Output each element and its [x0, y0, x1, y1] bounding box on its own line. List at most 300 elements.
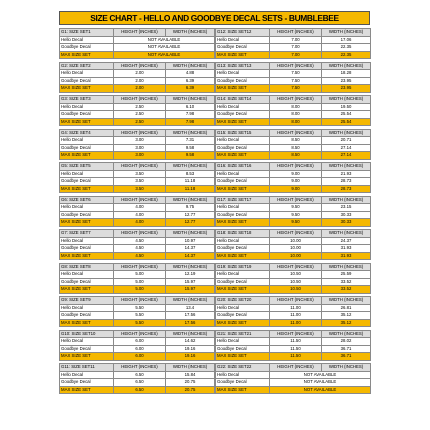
row-label: MAX SIZE SET	[216, 85, 270, 93]
row-label: Goodbye Decal	[60, 44, 114, 52]
width-value: 25.54	[322, 111, 371, 119]
row-label: Hello Decal	[216, 103, 270, 111]
width-column-header: WIDTH (INCHES)	[322, 29, 371, 37]
max-size-row	[216, 386, 371, 394]
height-column-header: HEIGHT (INCHES)	[114, 62, 166, 70]
row-label: Goodbye Decal	[216, 345, 270, 353]
width-column-header: WIDTH (INCHES)	[322, 96, 371, 104]
height-column-header: HEIGHT (INCHES)	[114, 29, 166, 37]
height-column-header: HEIGHT (INCHES)	[114, 263, 166, 271]
row-label: Goodbye Decal	[216, 111, 270, 119]
max-size-row	[60, 85, 215, 93]
size-set-label: G21: SIZE SET21	[216, 330, 270, 338]
row-label: Hello Decal	[60, 36, 114, 44]
size-set-label: G14: SIZE SET14	[216, 96, 270, 104]
width-value: 6.39	[166, 85, 215, 93]
height-value: 5.50	[114, 304, 166, 312]
max-size-row	[60, 219, 215, 227]
hello-decal-row	[216, 371, 371, 379]
width-value: 14.37	[166, 252, 215, 260]
size-set-label: G9: SIZE SET9	[60, 297, 114, 305]
height-value: 5.00	[114, 278, 166, 286]
hello-decal-row	[216, 170, 371, 178]
row-label: MAX SIZE SET	[216, 118, 270, 126]
row-label: MAX SIZE SET	[60, 319, 114, 327]
row-label: Hello Decal	[216, 70, 270, 78]
height-value: 7.50	[270, 70, 322, 78]
height-value: 2.50	[114, 103, 166, 111]
max-size-row	[216, 118, 371, 126]
size-set-table	[215, 129, 371, 160]
size-set-header-row	[216, 230, 371, 238]
width-value: 11.18	[166, 178, 215, 186]
row-label: Goodbye Decal	[216, 379, 270, 387]
height-value: 11.50	[270, 345, 322, 353]
size-set-label: G13: SIZE SET13	[216, 62, 270, 70]
width-column-header: WIDTH (INCHES)	[166, 163, 215, 171]
size-set-table	[215, 95, 371, 126]
hello-decal-row	[60, 70, 215, 78]
max-size-row	[216, 85, 371, 93]
width-value: 7.98	[166, 118, 215, 126]
row-label: Goodbye Decal	[60, 144, 114, 152]
width-value: 4.88	[166, 70, 215, 78]
height-value: 11.50	[270, 338, 322, 346]
row-label: MAX SIZE SET	[60, 152, 114, 160]
size-set-label: G4: SIZE SET4	[60, 129, 114, 137]
hello-decal-row	[60, 137, 215, 145]
row-label: MAX SIZE SET	[60, 118, 114, 126]
width-column-header: WIDTH (INCHES)	[166, 297, 215, 305]
hello-decal-row	[60, 170, 215, 178]
row-label: MAX SIZE SET	[216, 286, 270, 294]
max-size-row	[216, 353, 371, 361]
height-column-header: HEIGHT (INCHES)	[270, 364, 322, 372]
height-value: 3.00	[114, 152, 166, 160]
size-set-label: G15: SIZE SET15	[216, 129, 270, 137]
row-label: Hello Decal	[216, 170, 270, 178]
row-label: MAX SIZE SET	[60, 386, 114, 394]
height-value: 5.50	[114, 312, 166, 320]
width-column-header: WIDTH (INCHES)	[322, 364, 371, 372]
size-set-label: G16: SIZE SET16	[216, 163, 270, 171]
hello-decal-row	[60, 103, 215, 111]
size-set-header-row	[60, 96, 215, 104]
width-value: 15.97	[166, 278, 215, 286]
row-label: Goodbye Decal	[60, 278, 114, 286]
row-label: Hello Decal	[60, 271, 114, 279]
row-label: MAX SIZE SET	[60, 185, 114, 193]
height-value: 8.00	[270, 118, 322, 126]
height-column-header: HEIGHT (INCHES)	[270, 196, 322, 204]
width-value: 20.71	[322, 137, 371, 145]
hello-decal-row	[60, 36, 215, 44]
row-label: MAX SIZE SET	[216, 51, 270, 59]
width-value: 12.77	[166, 211, 215, 219]
width-value: 26.81	[322, 304, 371, 312]
size-set-label: G5: SIZE SET5	[60, 163, 114, 171]
size-set-header-row	[60, 364, 215, 372]
max-size-row	[60, 152, 215, 160]
goodbye-decal-row	[60, 111, 215, 119]
row-label: Hello Decal	[216, 304, 270, 312]
width-value: 35.12	[322, 312, 371, 320]
hello-decal-row	[216, 204, 371, 212]
row-label: Goodbye Decal	[60, 111, 114, 119]
height-value: 6.50	[114, 379, 166, 387]
row-label: MAX SIZE SET	[60, 219, 114, 227]
size-set-header-row	[216, 62, 371, 70]
height-value: 6.00	[114, 345, 166, 353]
height-value: 8.50	[270, 144, 322, 152]
height-column-header: HEIGHT (INCHES)	[270, 330, 322, 338]
row-label: Goodbye Decal	[216, 211, 270, 219]
width-column-header: WIDTH (INCHES)	[322, 297, 371, 305]
goodbye-decal-row	[60, 211, 215, 219]
width-value: 19.16	[166, 353, 215, 361]
size-set-table	[215, 296, 371, 327]
goodbye-decal-row	[216, 111, 371, 119]
goodbye-decal-row	[216, 278, 371, 286]
width-value: 25.54	[322, 118, 371, 126]
height-value: 2.50	[114, 118, 166, 126]
size-set-header-row	[216, 330, 371, 338]
hello-decal-row	[60, 338, 215, 346]
size-set-label: G3: SIZE SET3	[60, 96, 114, 104]
not-available-value: NOT AVAILABLE	[270, 371, 371, 379]
goodbye-decal-row	[60, 278, 215, 286]
size-set-header-row	[216, 29, 371, 37]
width-column-header: WIDTH (INCHES)	[166, 196, 215, 204]
size-set-table	[215, 263, 371, 294]
size-set-table	[59, 162, 215, 193]
height-value: 10.00	[270, 252, 322, 260]
height-value: 11.00	[270, 312, 322, 320]
size-set-header-row	[216, 263, 371, 271]
height-value: 5.50	[114, 319, 166, 327]
width-column-header: WIDTH (INCHES)	[166, 330, 215, 338]
height-value: 4.00	[114, 211, 166, 219]
width-value: 12.19	[166, 271, 215, 279]
height-value: 3.00	[114, 144, 166, 152]
width-column-header: WIDTH (INCHES)	[322, 129, 371, 137]
height-column-header: HEIGHT (INCHES)	[114, 129, 166, 137]
width-value: 25.59	[322, 271, 371, 279]
max-size-row	[216, 319, 371, 327]
row-label: Hello Decal	[216, 271, 270, 279]
size-set-header-row	[60, 230, 215, 238]
row-label: MAX SIZE SET	[216, 319, 270, 327]
row-label: MAX SIZE SET	[216, 353, 270, 361]
goodbye-decal-row	[216, 379, 371, 387]
row-label: Goodbye Decal	[60, 345, 114, 353]
height-column-header: HEIGHT (INCHES)	[270, 297, 322, 305]
max-size-row	[60, 185, 215, 193]
row-label: Goodbye Decal	[216, 278, 270, 286]
size-set-header-row	[60, 196, 215, 204]
width-value: 30.33	[322, 219, 371, 227]
height-column-header: HEIGHT (INCHES)	[114, 163, 166, 171]
height-value: 4.50	[114, 245, 166, 253]
height-value: 4.50	[114, 237, 166, 245]
size-set-table	[59, 28, 215, 59]
width-value: 23.15	[322, 204, 371, 212]
size-set-header-row	[60, 297, 215, 305]
row-label: Hello Decal	[60, 137, 114, 145]
width-value: 9.58	[166, 152, 215, 160]
row-label: Hello Decal	[60, 204, 114, 212]
size-set-table	[59, 263, 215, 294]
height-value: 7.00	[270, 36, 322, 44]
height-column-header: HEIGHT (INCHES)	[114, 297, 166, 305]
width-value: 17.06	[322, 36, 371, 44]
hello-decal-row	[216, 237, 371, 245]
size-set-table	[59, 229, 215, 260]
width-value: 31.93	[322, 252, 371, 260]
width-value: 20.75	[166, 379, 215, 387]
hello-decal-row	[216, 338, 371, 346]
width-value: 17.56	[166, 319, 215, 327]
size-set-label: G8: SIZE SET8	[60, 263, 114, 271]
goodbye-decal-row	[60, 44, 215, 52]
height-value: 9.50	[270, 204, 322, 212]
row-label: MAX SIZE SET	[216, 219, 270, 227]
width-value: 36.71	[322, 345, 371, 353]
max-size-row	[60, 252, 215, 260]
width-column-header: WIDTH (INCHES)	[322, 263, 371, 271]
height-value: 3.50	[114, 170, 166, 178]
height-value: 6.50	[114, 386, 166, 394]
max-size-row	[216, 219, 371, 227]
size-set-label: G10: SIZE SET10	[60, 330, 114, 338]
goodbye-decal-row	[60, 144, 215, 152]
width-value: 36.71	[322, 353, 371, 361]
height-value: 9.50	[270, 219, 322, 227]
height-value: 9.00	[270, 178, 322, 186]
height-value: 2.50	[114, 111, 166, 119]
width-value: 14.37	[166, 245, 215, 253]
width-value: 6.10	[166, 103, 215, 111]
width-value: 17.56	[166, 312, 215, 320]
row-label: Hello Decal	[216, 338, 270, 346]
height-value: 4.00	[114, 219, 166, 227]
width-value: 27.14	[322, 144, 371, 152]
width-value: 22.35	[322, 51, 371, 59]
goodbye-decal-row	[60, 178, 215, 186]
width-column-header: WIDTH (INCHES)	[166, 263, 215, 271]
width-value: 13.4	[166, 304, 215, 312]
not-available-value: NOT AVAILABLE	[114, 44, 215, 52]
height-column-header: HEIGHT (INCHES)	[270, 263, 322, 271]
width-value: 15.84	[166, 371, 215, 379]
width-value: 22.35	[322, 44, 371, 52]
size-set-label: G22: SIZE SET22	[216, 364, 270, 372]
row-label: Hello Decal	[60, 70, 114, 78]
hello-decal-row	[60, 237, 215, 245]
goodbye-decal-row	[60, 77, 215, 85]
hello-decal-row	[216, 36, 371, 44]
width-column-header: WIDTH (INCHES)	[322, 196, 371, 204]
width-value: 8.53	[166, 170, 215, 178]
height-value: 6.50	[114, 371, 166, 379]
width-value: 27.14	[322, 152, 371, 160]
hello-decal-row	[60, 304, 215, 312]
hello-decal-row	[60, 371, 215, 379]
width-value: 28.02	[322, 338, 371, 346]
max-size-row	[60, 286, 215, 294]
height-value: 2.00	[114, 85, 166, 93]
size-set-label: G12: SIZE SET12	[216, 29, 270, 37]
height-value: 10.50	[270, 271, 322, 279]
max-size-row	[60, 386, 215, 394]
height-value: 8.00	[270, 111, 322, 119]
not-available-value: NOT AVAILABLE	[114, 36, 215, 44]
size-set-header-row	[60, 330, 215, 338]
width-column-header: WIDTH (INCHES)	[322, 230, 371, 238]
height-column-header: HEIGHT (INCHES)	[114, 196, 166, 204]
goodbye-decal-row	[216, 211, 371, 219]
width-column-header: WIDTH (INCHES)	[322, 62, 371, 70]
max-size-row	[60, 118, 215, 126]
row-label: Goodbye Decal	[60, 245, 114, 253]
row-label: MAX SIZE SET	[60, 286, 114, 294]
hello-decal-row	[216, 304, 371, 312]
width-value: 33.52	[322, 278, 371, 286]
max-size-row	[216, 185, 371, 193]
size-set-header-row	[216, 364, 371, 372]
row-label: Goodbye Decal	[216, 178, 270, 186]
width-value: 18.28	[322, 70, 371, 78]
row-label: Goodbye Decal	[60, 77, 114, 85]
width-column-header: WIDTH (INCHES)	[166, 230, 215, 238]
width-value: 9.75	[166, 204, 215, 212]
height-value: 10.00	[270, 245, 322, 253]
width-column-header: WIDTH (INCHES)	[166, 129, 215, 137]
row-label: Goodbye Decal	[216, 77, 270, 85]
height-value: 8.50	[270, 152, 322, 160]
size-set-table	[59, 196, 215, 227]
height-value: 11.00	[270, 319, 322, 327]
size-set-header-row	[216, 96, 371, 104]
max-size-row	[60, 353, 215, 361]
size-set-table	[215, 28, 371, 59]
width-value: 21.93	[322, 170, 371, 178]
width-value: 33.52	[322, 286, 371, 294]
row-label: Goodbye Decal	[216, 245, 270, 253]
height-value: 9.50	[270, 211, 322, 219]
row-label: MAX SIZE SET	[60, 51, 114, 59]
size-set-label: G18: SIZE SET18	[216, 230, 270, 238]
height-value: 8.00	[270, 103, 322, 111]
size-set-label: G11: SIZE SET11	[60, 364, 114, 372]
row-label: Hello Decal	[60, 371, 114, 379]
size-set-header-row	[60, 163, 215, 171]
size-set-table	[215, 330, 371, 361]
max-size-row	[216, 286, 371, 294]
size-set-header-row	[60, 62, 215, 70]
width-column-header: WIDTH (INCHES)	[166, 62, 215, 70]
size-set-header-row	[216, 297, 371, 305]
width-value: 24.37	[322, 237, 371, 245]
width-value: 19.16	[166, 345, 215, 353]
size-set-header-row	[216, 163, 371, 171]
width-value: 35.12	[322, 319, 371, 327]
goodbye-decal-row	[216, 312, 371, 320]
height-column-header: HEIGHT (INCHES)	[114, 364, 166, 372]
height-value: 7.50	[270, 77, 322, 85]
row-label: Goodbye Decal	[216, 312, 270, 320]
size-set-table	[215, 363, 371, 394]
width-value: 11.18	[166, 185, 215, 193]
row-label: Hello Decal	[60, 170, 114, 178]
size-set-label: G17: SIZE SET17	[216, 196, 270, 204]
width-column-header: WIDTH (INCHES)	[322, 330, 371, 338]
not-available-value: NOT AVAILABLE	[114, 51, 215, 59]
height-value: 4.50	[114, 252, 166, 260]
width-value: 12.77	[166, 219, 215, 227]
goodbye-decal-row	[216, 345, 371, 353]
height-column-header: HEIGHT (INCHES)	[114, 330, 166, 338]
right-column	[215, 28, 370, 397]
width-value: 31.93	[322, 245, 371, 253]
height-column-header: HEIGHT (INCHES)	[270, 129, 322, 137]
width-value: 7.31	[166, 137, 215, 145]
width-value: 14.62	[166, 338, 215, 346]
width-value: 23.95	[322, 77, 371, 85]
goodbye-decal-row	[60, 345, 215, 353]
size-set-header-row	[216, 129, 371, 137]
height-value: 7.00	[270, 44, 322, 52]
size-set-table	[59, 62, 215, 93]
height-column-header: HEIGHT (INCHES)	[270, 62, 322, 70]
height-column-header: HEIGHT (INCHES)	[270, 96, 322, 104]
width-value: 15.97	[166, 286, 215, 294]
height-value: 9.00	[270, 170, 322, 178]
row-label: MAX SIZE SET	[60, 353, 114, 361]
size-set-label: G19: SIZE SET19	[216, 263, 270, 271]
width-value: 10.97	[166, 237, 215, 245]
width-column-header: WIDTH (INCHES)	[166, 29, 215, 37]
row-label: MAX SIZE SET	[216, 386, 270, 394]
max-size-row	[216, 152, 371, 160]
height-value: 5.00	[114, 271, 166, 279]
width-value: 28.73	[322, 178, 371, 186]
row-label: MAX SIZE SET	[216, 185, 270, 193]
width-column-header: WIDTH (INCHES)	[166, 96, 215, 104]
height-value: 11.50	[270, 353, 322, 361]
row-label: Goodbye Decal	[60, 379, 114, 387]
size-set-header-row	[60, 29, 215, 37]
height-value: 7.50	[270, 85, 322, 93]
row-label: Hello Decal	[216, 137, 270, 145]
goodbye-decal-row	[216, 178, 371, 186]
width-value: 19.50	[322, 103, 371, 111]
row-label: MAX SIZE SET	[216, 252, 270, 260]
width-value: 20.75	[166, 386, 215, 394]
goodbye-decal-row	[60, 245, 215, 253]
size-set-table	[59, 363, 215, 394]
size-set-label: G1: SIZE SET1	[60, 29, 114, 37]
size-set-label: G6: SIZE SET6	[60, 196, 114, 204]
size-set-table	[215, 62, 371, 93]
width-value: 6.39	[166, 77, 215, 85]
size-set-header-row	[60, 129, 215, 137]
size-set-table	[215, 196, 371, 227]
hello-decal-row	[60, 204, 215, 212]
row-label: MAX SIZE SET	[60, 85, 114, 93]
width-value: 7.98	[166, 111, 215, 119]
row-label: Hello Decal	[216, 36, 270, 44]
